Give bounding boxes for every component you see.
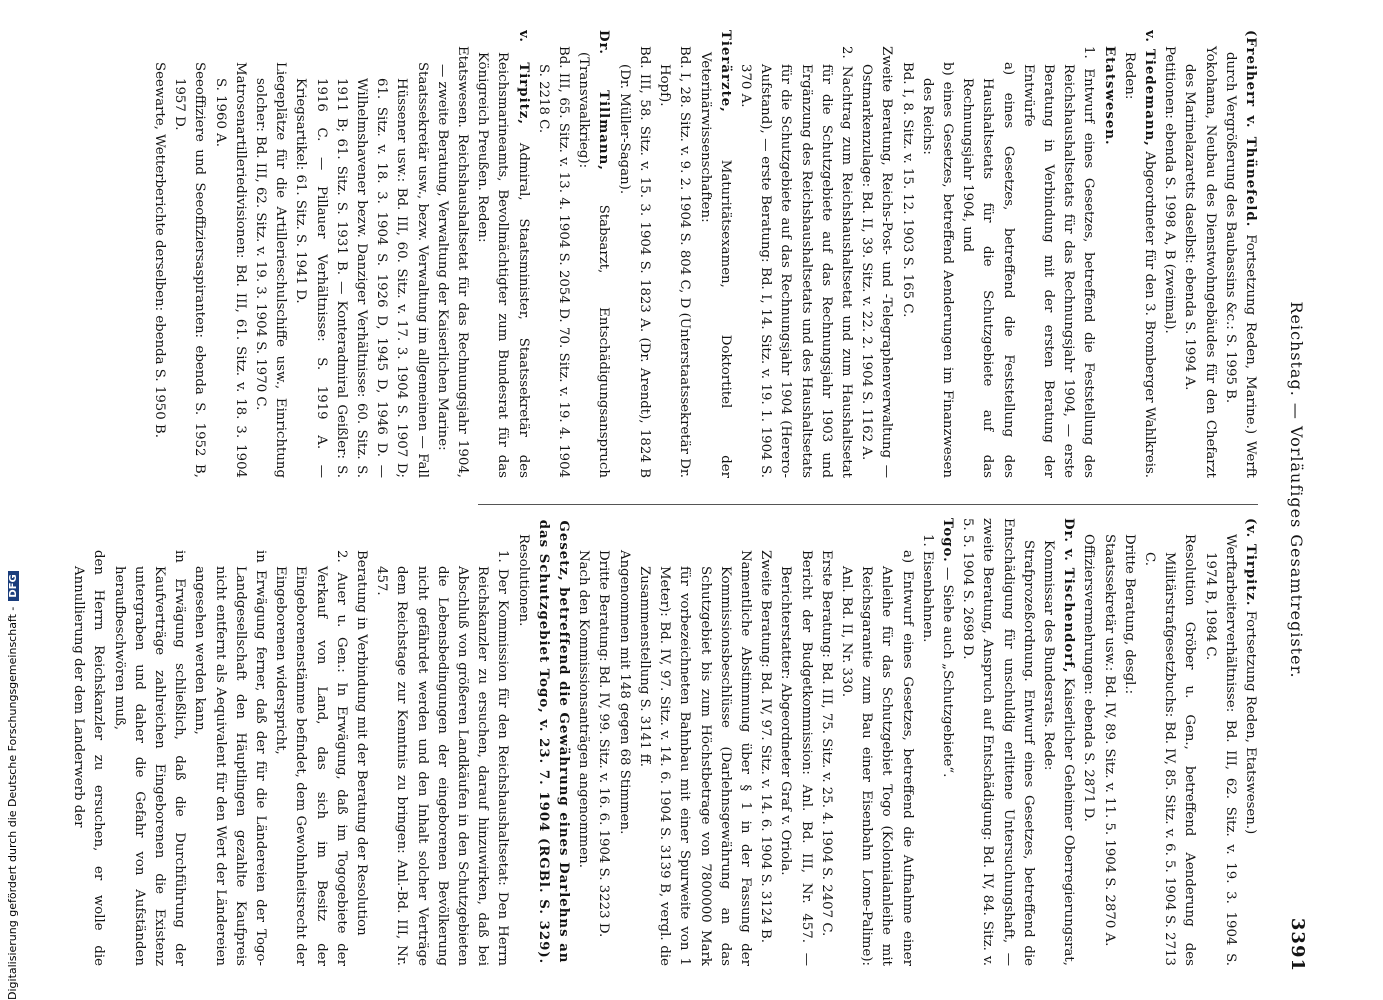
sub-entry: Bd. I, 28. Sitz. v. 9. 2. 1904 S. 804 C, D (Unterstaatssekretär Dr. Hopf). xyxy=(657,46,693,478)
entry-text: Maturitätsexamen, Doktortitel der Veterinärwissenschaften: xyxy=(697,52,733,478)
sub-entry: 1. Eisenbahnen. xyxy=(919,534,935,643)
dfg-logo: DFG xyxy=(8,571,19,600)
sub-entry: Resolutionen. xyxy=(515,534,531,627)
sub-sub-entry: Bericht der Budgetkommission: Anl. Bd. III, Nr. 457. — Berichterstatter: Abgeordneter Graf v. Oriola. xyxy=(778,550,814,966)
register-entry xyxy=(694,30,734,478)
sub-sub-entry: a) eines Gesetzes, betreffend die Feststellung des Haushaltsetats für die Schutzgebiete auf das Rechnungsjahr 1904, und xyxy=(960,62,1016,478)
sub-sub-entry: Matrosenartilleriedivisionen: Bd. III, 61. Sitz. v. 18. 3. 1904 S. 1960 A. xyxy=(212,62,248,478)
digitization-credit xyxy=(6,0,26,1000)
sub-sub-entry: Namentliche Abstimmung über § 1 in der Fassung der Kommissionsbeschlüsse (Darlehnsgewährung an das Schutzgebiet bis zum Höchstbetrage von 7800000 Mark für vorbezeichneten Bahnbau mit einer Spurweite von 1 Meter): Bd. IV, 97. Sitz. v. 14. 6. 1904 S. 3139 B, vergl. die Zusammenstellung S. 3141 ff. xyxy=(636,550,753,966)
sub-sub-entry: Zweite Beratung: Bd. IV, 97. Sitz. v. 14. 6. 1904 S. 3124 B. xyxy=(758,550,774,943)
section-heading: Etatswesen. xyxy=(1101,46,1117,146)
sub-entry: 2. Nachtrag zum Reichshaushaltsetat und zum Haushaltsetat für die Schutzgebiete auf das Rechnungsjahr 1903 und Ergänzung des Reichshaushaltsetats und des Haushaltsetats für die Schutzgebiete auf das Rechnungsjahr 1904 (Herero-Aufstand), — erste Beratung: Bd. I, 14. Sitz. v. 19. 1. 1904 S. 370 A. xyxy=(737,46,854,478)
entry-name: Dr. Tillmann, xyxy=(596,30,612,171)
entry-text: — Siehe auch „Schutzgebiete“. xyxy=(939,562,955,778)
sub-entry: Offiziersvermehrungen: ebenda S. 2871 D. xyxy=(1081,534,1097,822)
entry-text: Stabsarzt, Entschädigungsanspruch (Transvaalkrieg): xyxy=(576,52,612,478)
page-number: 3391 xyxy=(1287,917,1308,972)
sub-sub-entry: Seeoffiziere und Seeoffiziersaspiranten: ebenda S. 1952 B, 1957 D. xyxy=(172,62,208,478)
sub-entry: Yokohama, Neubau des Dienstwohngebäudes für den Chefarzt des Marinelazaretts daselbst: ebenda S. 1994 A. xyxy=(1182,46,1218,478)
sub-sub-entry: 2. Auer u. Gen.: In Erwägung, daß im Togogebiete der Verkauf von Land, das sich im Besitz der Eingeborenenstämme befindet, dem Gewohnheitsrecht der Eingeborenen widerspricht, xyxy=(273,550,349,966)
right-column xyxy=(30,518,1260,966)
register-entry xyxy=(1240,518,1260,966)
entry-text: Fortsetzung Reden, Marine.) Werft durch Vergrößerung des Baubassins &c.: S. 1995 B. xyxy=(1222,52,1258,478)
entry-text: Admiral, Staatsminister, Staatssekretär des Reichsmarineamts, Bevollmächtigter zum Bundesrat für das Königreich Preußen. Reden: xyxy=(475,52,531,478)
law-title: Gesetz, betreffend die Gewährung eines Darlehns an das Schutzgebiet Togo, v. 23. 7. 1904 (RGBl. S. 329). xyxy=(535,519,572,965)
sub-entry: 1. Entwurf eines Gesetzes, betreffend die Feststellung des Reichshaushaltsetats für das Rechnungsjahr 1904, — erste Beratung in Verbindung mit der ersten Beratung der Entwürfe xyxy=(1020,46,1097,478)
entry-name: v. Tiedemann, xyxy=(1141,30,1157,147)
sub-sub-entry: Staatssekretär usw., bezw. Verwaltung im allgemeinen — Fall Hüssener usw.: Bd. III, 60. Sitz. v. 17. 3. 1904 S. 1907 D; 61. Sitz. v. 18. 3. 1904 S. 1926 D, 1945 D, 1946 D. — Wilhelmshavener bezw. Danziger Verhältnisse: 60. Sitz. S. 1911 B; 61. Sitz. S. 1931 B. — Konteradmiral Geißler: S. 1916 C. — Pillauer Verhältnisse: S. 1919 A. — Kriegsartikel: 61. Sitz. S. 1941 D. xyxy=(293,62,430,478)
sub-sub-entry: b) eines Gesetzes, betreffend Aenderungen im Finanzwesen des Reichs: xyxy=(919,62,955,478)
register-entry xyxy=(472,30,533,478)
register-entry xyxy=(937,518,957,966)
register-entry xyxy=(1119,30,1159,478)
page-header xyxy=(1280,20,1310,980)
entry-name: Tierärzte, xyxy=(717,30,733,113)
sub-entry: Staatssekretär usw.: Bd. IV, 89. Sitz. v. 11. 5. 1904 S. 2870 A. xyxy=(1101,534,1117,947)
sub-entry: Resolution Gröber u. Gen., betreffend Aenderung des Militärstrafgesetzbuchs: Bd. IV, 85. Sitz. v. 6. 5. 1904 S. 2713 C. xyxy=(1141,534,1198,966)
sub-sub-entry: in Erwägung schließlich, daß die Durchführung der Kaufverträge zahlreichen Eingeborenen die Existenz untergraben und daher die Gefahr von Aufständen heraufbeschwören muß, xyxy=(111,550,188,966)
sub-sub-entry: Dritte Beratung: Bd. IV, 99. Sitz. v. 16. 6. 1904 S. 3223 D. xyxy=(596,550,612,938)
entry-text: Abgeordneter für den 3. Bromberger Wahlkreis. Reden: xyxy=(1121,52,1157,478)
sub-sub-entry: Seewarte, Wetterberichte derselben: ebenda S. 1950 B. xyxy=(152,62,168,438)
left-column xyxy=(30,30,1260,478)
sub-sub-entry: a) Entwurf eines Gesetzes, betreffend die Aufnahme einer Anleihe für das Schutzgebiet Togo (Kolonialanleihe mit Reichsgarantie zum Bau einer Eisenbahn Lome-Palime): Anl. Bd. II, Nr. 330. xyxy=(838,550,915,966)
sub-entry: Bd. III, 58. Sitz. v. 15. 3. 1904 S. 1823 A. (Dr. Arendt), 1824 B (Dr. Müller-Sagan). xyxy=(616,46,652,478)
sub-sub-entry: Nach den Kommissionsanträgen angenommen. xyxy=(576,550,592,868)
entry-text: Fortsetzung Reden, Etatswesen.) xyxy=(1243,606,1258,835)
entry-text: Kaiserlicher Geheimer Oberregierungsrat, Kommissar des Bundesrats. Rede: xyxy=(1040,540,1077,966)
sub-sub-entry: den Herrn Reichskanzler zu ersuchen, er wolle die Annullierung der dem Landerwerb der xyxy=(71,550,107,966)
sub-sub-entry: Angenommen mit 148 gegen 68 Stimmen. xyxy=(616,550,632,835)
entry-name: (Freiherr v. Thünefeld. xyxy=(1243,30,1258,228)
register-entry xyxy=(1220,30,1260,478)
sub-sub-entry: 1. Der Kommission für den Reichshaushaltsetat: Den Herrn Reichskanzler zu ersuchen, darauf hinzuwirken, daß bei Abschluß von größeren Landkäufen in den Schutzgebieten die Lebensbedingungen der eingeborenen Bevölkerung nicht gefährdet werden und den Inhalt solcher Verträge dem Reichstage zur Kenntnis zu bringen: Anl.-Bd. III, Nr. 457. xyxy=(374,550,511,966)
sub-entry: Petitionen: ebenda S. 1998 A, B (zweimal). xyxy=(1162,46,1178,334)
paragraph: Strafprozeßordnung. Entwurf eines Gesetzes, betreffend die Entschädigung für unschuldig erlittene Untersuchungshaft, — zweite Beratung, Anspruch auf Entschädigung: Bd. IV, 84. Sitz. v. 5. 5. 1904 S. 2698 D. xyxy=(960,518,1036,966)
sub-sub-entry: Bd. I, 8. Sitz. v. 15. 12. 1903 S. 165 C. xyxy=(899,62,915,318)
sub-sub-entry: in Erwägung ferner, daß der für die Ländereien der Togo-Landgesellschaft den Häuptlingen gezahlte Kaufpreis nicht entfernt als Aequivalent für den Wert der Ländereien angesehen werden kann, xyxy=(192,550,269,966)
sub-entry: Zweite Beratung, Reichs-Post- und -Telegraphenverwaltung — Ostmarkenzulage: Bd. II, 39. Sitz. v. 22. 2. 1904 S. 1162 A. xyxy=(859,46,895,478)
entry-name: Togo. xyxy=(939,518,955,563)
column-divider xyxy=(478,504,1258,505)
sub-sub-entry: Erste Beratung: Bd. III, 75. Sitz. v. 25. 4. 1904 S. 2407 C. xyxy=(818,550,834,937)
document-page xyxy=(20,20,1310,980)
credit-text: Digitalisierung gefördert durch die Deutsche Forschungsgemeinschaft - xyxy=(6,606,19,1000)
entry-name: v. Tirpitz, xyxy=(515,30,531,125)
register-entry xyxy=(1038,518,1078,966)
sub-entry: Bd. III, 65. Sitz. v. 13. 4. 1904 S. 2054 D. 70. Sitz. v. 19. 4. 1904 S. 2218 C. xyxy=(535,46,572,478)
sub-entry: Dritte Beratung, desgl.: xyxy=(1121,534,1137,695)
sub-entry: Werftarbeiterverhältnisse: Bd. III, 62. Sitz. v. 19. 3. 1904 S. 1974 B, 1984 C. xyxy=(1202,534,1238,966)
sub-sub-entry: Beratung in Verbindung mit der Beratung der Resolution xyxy=(354,550,370,936)
running-title: Reichstag. — Vorläufiges Gesamtregister. xyxy=(1287,301,1306,679)
entry-name: (v. Tirpitz. xyxy=(1243,518,1258,607)
register-entry xyxy=(573,30,613,478)
sub-entry: Etatswesen. Reichshaushaltsetat für das Rechnungsjahr 1904, — zweite Beratung, Verwaltung der Kaiserlichen Marine: xyxy=(434,46,471,478)
sub-sub-entry: Liegeplätze für die Artillerieschulschiffe usw., Einrichtung solcher: Bd. III, 62. Sitz. v. 19. 3. 1904 S. 1970 C. xyxy=(253,62,289,478)
entry-name: Dr. v. Tischendorf, xyxy=(1061,518,1077,674)
